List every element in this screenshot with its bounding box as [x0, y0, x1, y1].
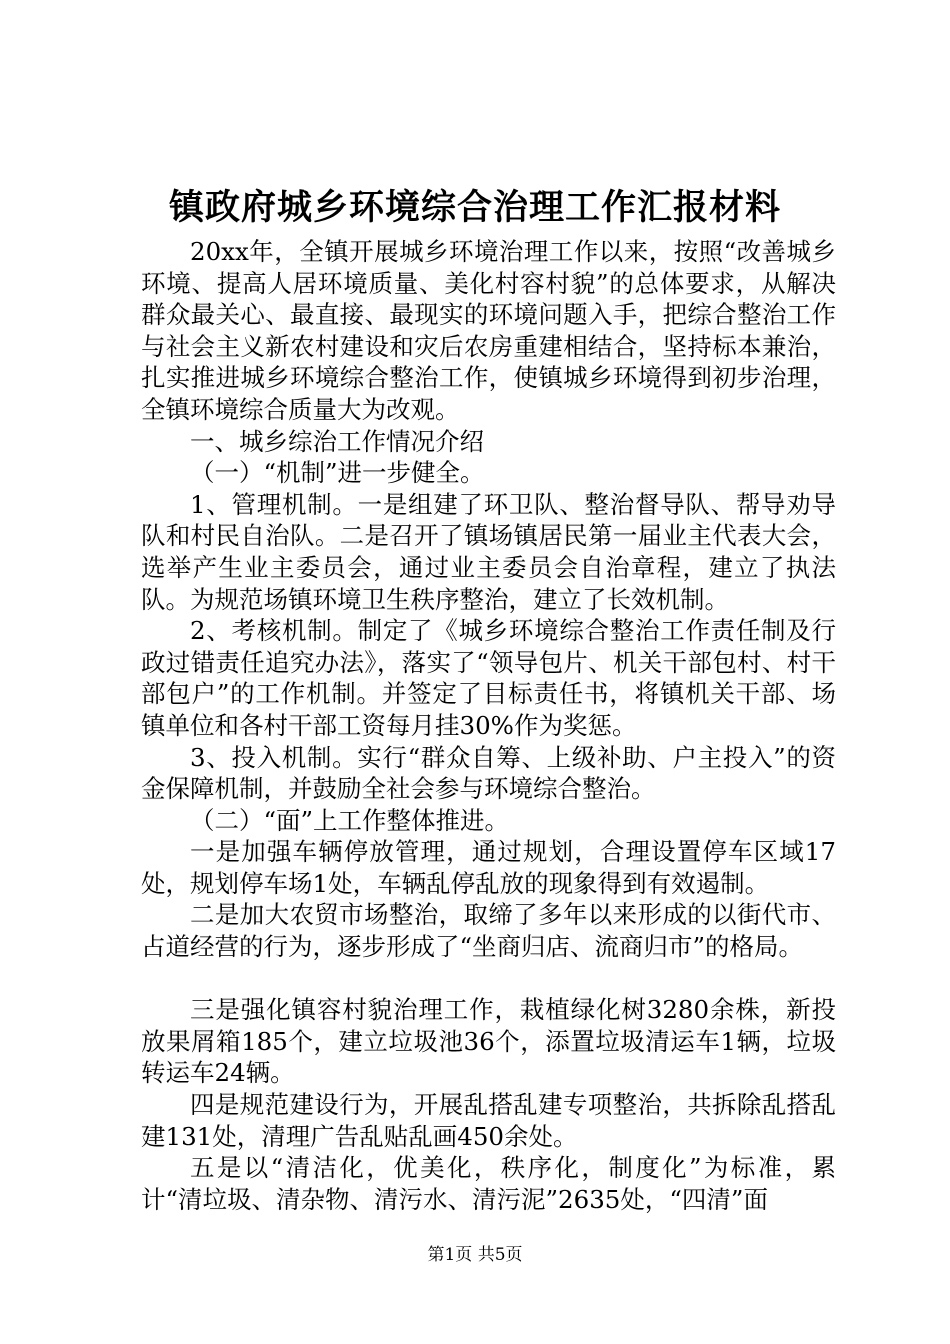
paragraph-intro: 20xx年，全镇开展城乡环境治理工作以来，按照“改善城乡环境、提高人居环境质量、美化村容村貌”的总体要求，从解决群众最关心、最直接、最现实的环境问题入手，把综合整治工作与社会主义新农村建设和灾后农房重建相结合，坚持标本兼治，扎实推进城乡环境综合整治工作，使镇城乡环境得到初步治理，全镇环境综合质量大为改观。: [141, 237, 836, 424]
document-body: [141, 236, 836, 1215]
paragraph-village-appearance: 三是强化镇容村貌治理工作，栽植绿化树3280余株，新投放果屑箱185个，建立垃圾池36个，添置垃圾清运车1辆，垃圾转运车24辆。: [141, 995, 836, 1088]
paragraph-investment-mechanism: 3、投入机制。实行“群众自筹、上级补助、户主投入”的资金保障机制，并鼓励全社会参与环境综合整治。: [141, 742, 836, 804]
paragraph-assessment-mechanism: 2、考核机制。制定了《城乡环境综合整治工作责任制及行政过错责任追究办法》，落实了“领导包片、机关干部包村、村干部包户”的工作机制。并签定了目标责任书，将镇机关干部、场镇单位和各村干部工资每月挂30%作为奖惩。: [141, 616, 836, 740]
document-title: 镇政府城乡环境综合治理工作汇报材料: [168, 187, 781, 228]
subsection-heading-overall: （二）“面”上工作整体推进。: [190, 805, 510, 835]
section-heading-1: 一、城乡综治工作情况介绍: [190, 426, 484, 456]
subsection-heading-mechanism: （一）“机制”进一步健全。: [190, 458, 485, 488]
paragraph-four-clean: 五是以“清洁化，优美化，秩序化，制度化”为标准，累计“清垃圾、清杂物、清污水、清污泥”2635处，“四清”面: [141, 1153, 836, 1214]
paragraph-management-mechanism: 1、管理机制。一是组建了环卫队、整治督导队、帮导劝导队和村民自治队。二是召开了镇场镇居民第一届业主代表大会，选举产生业主委员会，通过业主委员会自治章程，建立了执法队。为规范场镇环境卫生秩序整治，建立了长效机制。: [141, 489, 836, 614]
paragraph-construction: 四是规范建设行为，开展乱搭乱建专项整治，共拆除乱搭乱建131处，清理广告乱贴乱画450余处。: [141, 1090, 836, 1151]
paragraph-market: 二是加大农贸市场整治，取缔了多年以来形成的以街代市、占道经营的行为，逐步形成了“坐商归店、流商归市”的格局。: [141, 900, 836, 962]
paragraph-parking: 一是加强车辆停放管理，通过规划，合理设置停车区域17处，规划停车场1处，车辆乱停乱放的现象得到有效遏制。: [141, 837, 836, 898]
page-number-footer: 第1页 共5页: [427, 1245, 523, 1265]
